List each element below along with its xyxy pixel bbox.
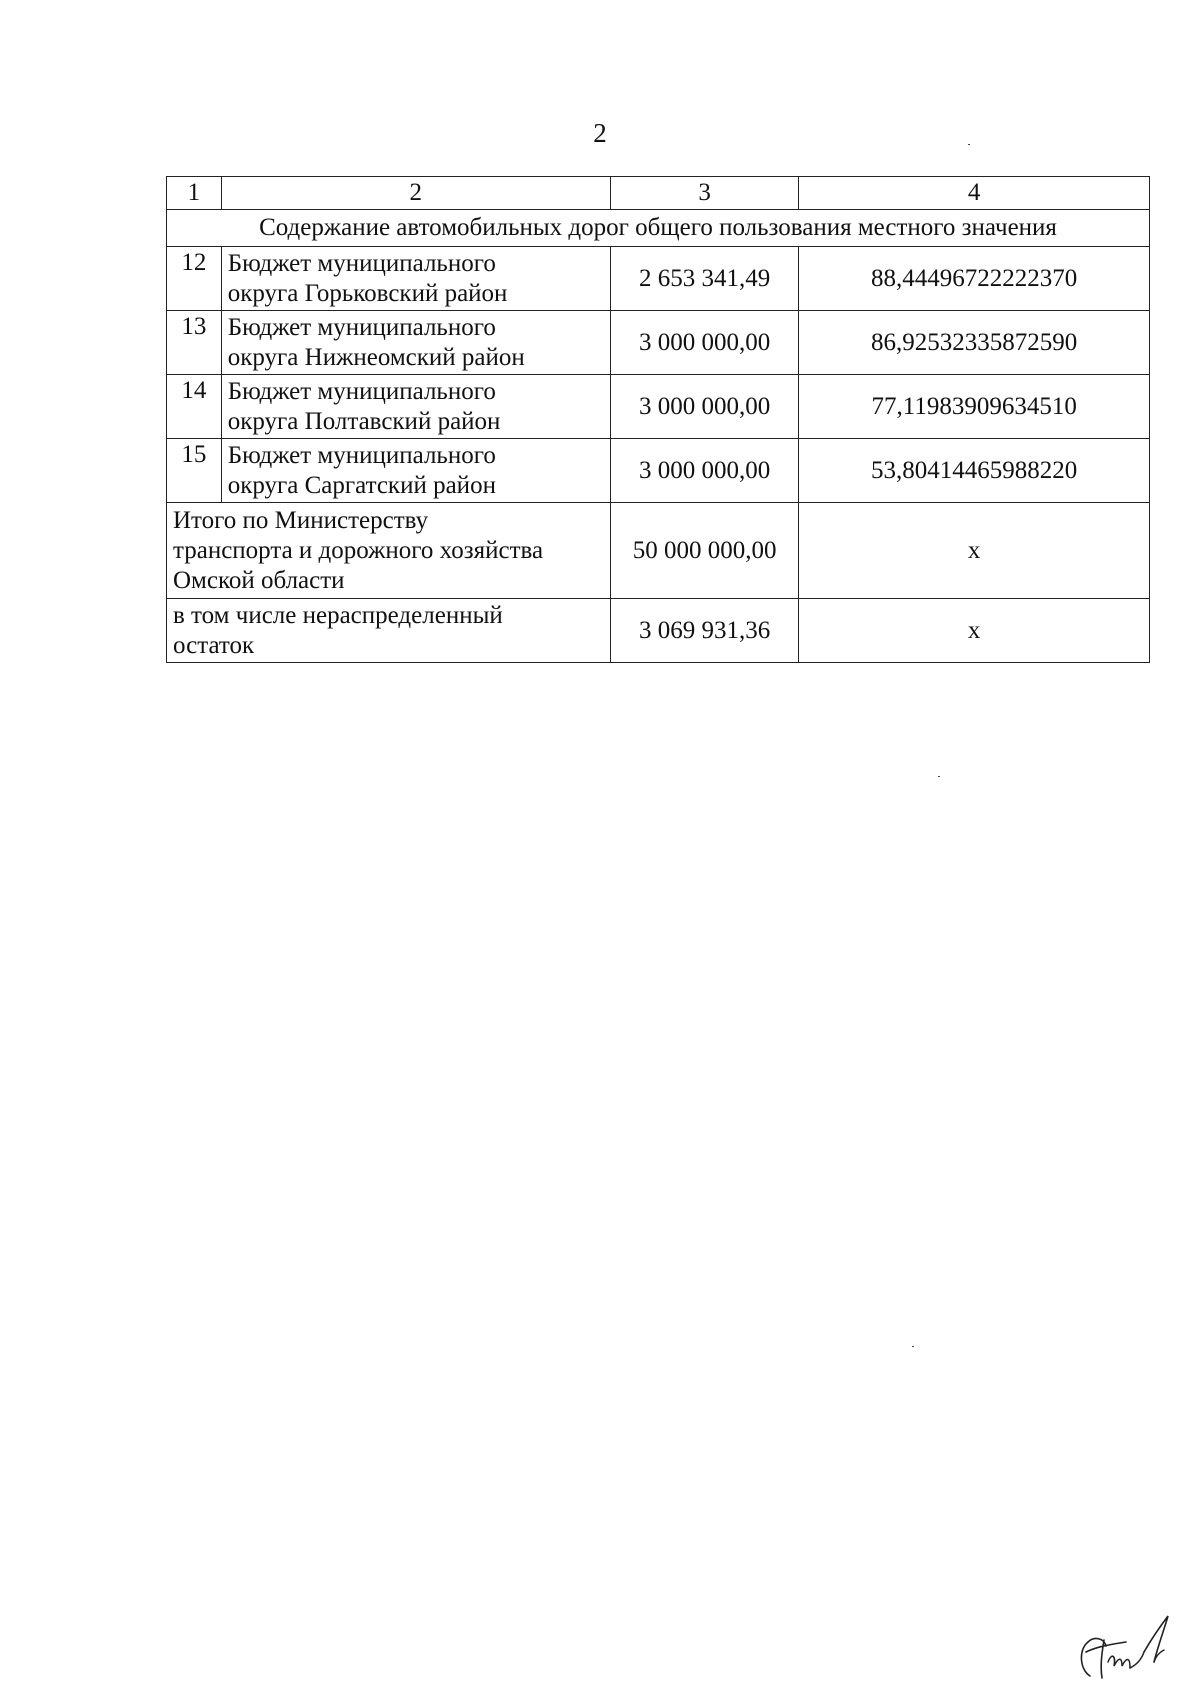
budget-name-line-1: Бюджет муниципального: [227, 313, 496, 341]
budget-name-line-2: округа Полтавский район: [227, 407, 501, 435]
budget-name-line-1: Бюджет муниципального: [227, 377, 496, 405]
remainder-label-line-1: в том числе нераспределенный: [173, 601, 503, 629]
allocation-table: [166, 176, 1150, 663]
scan-speck: [968, 144, 970, 145]
budget-name-line-1: Бюджет муниципального: [227, 249, 496, 277]
column-number-3: 3: [610, 177, 798, 210]
scan-speck: [938, 776, 940, 777]
coefficient-cell: 88,44496722222370: [799, 247, 1150, 311]
table-row: [167, 311, 1150, 375]
remainder-amount: 3 069 931,36: [610, 599, 798, 663]
section-title: Содержание автомобильных дорог общего пользования местного значения: [167, 210, 1150, 247]
coefficient-cell: 53,80414465988220: [799, 439, 1150, 503]
table-header-row: [167, 177, 1150, 210]
amount-cell: 2 653 341,49: [610, 247, 798, 311]
remainder-coefficient: х: [799, 599, 1150, 663]
budget-name: [221, 311, 610, 375]
amount-cell: 3 000 000,00: [610, 375, 798, 439]
table-row: [167, 375, 1150, 439]
coefficient-cell: 86,92532335872590: [799, 311, 1150, 375]
budget-name: [221, 375, 610, 439]
row-number: 12: [167, 247, 222, 311]
total-coefficient: х: [799, 503, 1150, 599]
section-row: [167, 210, 1150, 247]
table-row: [167, 439, 1150, 503]
budget-name-line-2: округа Горьковский район: [227, 279, 508, 307]
row-number: 15: [167, 439, 222, 503]
coefficient-cell: 77,11983909634510: [799, 375, 1150, 439]
remainder-label-line-2: остаток: [173, 631, 255, 659]
handwritten-signature: [1068, 1612, 1180, 1684]
total-label-line-1: Итого по Министерству: [173, 506, 429, 534]
column-number-4: 4: [799, 177, 1150, 210]
total-label-line-2: транспорта и дорожного хозяйства: [173, 536, 544, 564]
budget-name-line-2: округа Нижнеомский район: [227, 343, 525, 371]
total-amount: 50 000 000,00: [610, 503, 798, 599]
budget-name-line-1: Бюджет муниципального: [227, 441, 496, 469]
amount-cell: 3 000 000,00: [610, 439, 798, 503]
table-row: [167, 247, 1150, 311]
remainder-label: [167, 599, 611, 663]
row-number: 14: [167, 375, 222, 439]
budget-name: [221, 439, 610, 503]
amount-cell: 3 000 000,00: [610, 311, 798, 375]
budget-name: [221, 247, 610, 311]
total-row: [167, 503, 1150, 599]
column-number-1: 1: [167, 177, 222, 210]
remainder-row: [167, 599, 1150, 663]
budget-name-line-2: округа Саргатский район: [227, 471, 496, 499]
scan-speck: [912, 1346, 914, 1347]
column-number-2: 2: [221, 177, 610, 210]
page-number: 2: [593, 118, 607, 148]
total-label: [167, 503, 611, 599]
row-number: 13: [167, 311, 222, 375]
total-label-line-3: Омской области: [173, 566, 345, 594]
